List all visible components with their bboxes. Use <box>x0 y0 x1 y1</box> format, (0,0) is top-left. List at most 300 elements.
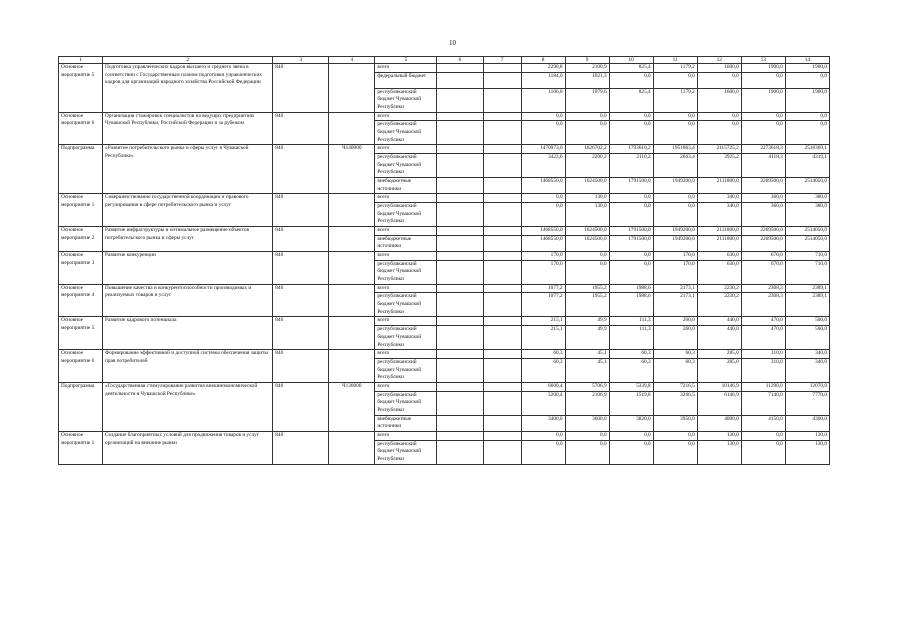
funding-source: внебюджетные источники <box>375 178 437 194</box>
activity-type: Основное мероприятие 1 <box>59 194 103 227</box>
amount-cell: 1021,3 <box>565 72 609 88</box>
amount-cell: 1184,0 <box>521 72 565 88</box>
activity-name: Совершенствование государственной координации и правового регулирования в сфере потребительского рынка и услуг <box>103 194 273 227</box>
amount-cell: 440,0 <box>697 317 741 326</box>
amount-cell: 500,0 <box>785 326 829 350</box>
admin-code: 840 <box>273 284 329 317</box>
amount-cell: 2290,8 <box>521 64 565 73</box>
amount-cell: 2269500,0 <box>741 178 785 194</box>
funding-source: республиканский бюджет Чувашской Республики <box>375 358 437 382</box>
amount-cell: 2518369,1 <box>785 145 829 154</box>
empty-cell <box>437 391 483 415</box>
amount-cell: 710,0 <box>785 260 829 284</box>
empty-cell <box>483 350 521 359</box>
amount-cell: 1468550,0 <box>521 227 565 236</box>
funding-source: всего <box>375 145 437 154</box>
activity-name: Развитие кадрового потенциала <box>103 317 273 350</box>
amount-cell: 1179,2 <box>653 88 697 112</box>
amount-cell: 2110,2 <box>609 154 653 178</box>
amount-cell: 1624500,0 <box>565 178 609 194</box>
empty-cell <box>483 194 521 203</box>
amount-cell: 0,0 <box>609 440 653 464</box>
funding-source: внебюджетные источники <box>375 415 437 431</box>
amount-cell: 670,0 <box>741 252 785 261</box>
amount-cell: 2308,3 <box>741 284 785 293</box>
empty-cell <box>437 203 483 227</box>
target-code <box>329 112 375 145</box>
amount-cell: 0,0 <box>521 112 565 121</box>
column-number: 5 <box>375 57 437 64</box>
column-number: 12 <box>697 57 741 64</box>
amount-cell: 3400,0 <box>521 415 565 431</box>
amount-cell: 0,0 <box>697 72 741 88</box>
target-code <box>329 252 375 285</box>
amount-cell: 0,0 <box>785 72 829 88</box>
amount-cell: 1077,2 <box>521 284 565 293</box>
empty-cell <box>437 178 483 194</box>
amount-cell: 3266,5 <box>653 391 697 415</box>
target-code <box>329 194 375 227</box>
target-code <box>329 431 375 464</box>
amount-cell: 2200,2 <box>565 154 609 178</box>
table-row <box>59 227 830 236</box>
amount-cell: 0,0 <box>697 121 741 145</box>
amount-cell: 470,0 <box>741 317 785 326</box>
amount-cell: 170,0 <box>653 252 697 261</box>
amount-cell: 4300,0 <box>785 415 829 431</box>
amount-cell: 0,0 <box>653 203 697 227</box>
amount-cell: 130,0 <box>785 431 829 440</box>
empty-cell <box>437 431 483 440</box>
column-number: 9 <box>565 57 609 64</box>
amount-cell: 340,0 <box>785 350 829 359</box>
funding-source: внебюджетные источники <box>375 235 437 251</box>
amount-cell: 1077,2 <box>521 293 565 317</box>
amount-cell: 111,3 <box>609 326 653 350</box>
empty-cell <box>483 326 521 350</box>
table-row <box>59 317 830 326</box>
funding-source: всего <box>375 64 437 73</box>
amount-cell: 0,0 <box>565 431 609 440</box>
table-row <box>59 145 830 154</box>
column-number: 6 <box>437 57 483 64</box>
amount-cell: 3820,0 <box>609 415 653 431</box>
empty-cell <box>437 317 483 326</box>
page-number: 10 <box>449 39 456 47</box>
amount-cell: 0,0 <box>565 112 609 121</box>
amount-cell: 12070,0 <box>785 382 829 391</box>
column-number: 10 <box>609 57 653 64</box>
target-code <box>329 227 375 252</box>
amount-cell: 0,0 <box>609 203 653 227</box>
activity-name: Организация стажировок специалистов на ведущих предприятиях Чувашской Республики, Российской Федерации и за рубежом <box>103 112 273 145</box>
activity-type: Основное мероприятие 6 <box>59 112 103 145</box>
amount-cell: 0,0 <box>697 112 741 121</box>
amount-cell: 2100,9 <box>565 64 609 73</box>
empty-cell <box>483 154 521 178</box>
amount-cell: 260,0 <box>653 317 697 326</box>
amount-cell: 1900,0 <box>785 88 829 112</box>
amount-cell: 2514050,0 <box>785 227 829 236</box>
funding-source: всего <box>375 112 437 121</box>
amount-cell: 1791500,0 <box>609 227 653 236</box>
amount-cell: 0,0 <box>565 121 609 145</box>
empty-cell <box>483 112 521 121</box>
table-row <box>59 252 830 261</box>
empty-cell <box>483 227 521 236</box>
activity-type: Основное мероприятие 2 <box>59 227 103 252</box>
activity-name: «Развитие потребительского рынка и сферы услуг в Чувашской Республике» <box>103 145 273 194</box>
amount-cell: 1900,0 <box>741 64 785 73</box>
amount-cell: 2663,4 <box>653 154 697 178</box>
amount-cell: 440,0 <box>697 326 741 350</box>
amount-cell: 340,0 <box>697 194 741 203</box>
column-number: 2 <box>103 57 273 64</box>
amount-cell: 2273618,3 <box>741 145 785 154</box>
table-row <box>59 382 830 391</box>
amount-cell: 49,9 <box>565 326 609 350</box>
amount-cell: 0,0 <box>521 194 565 203</box>
amount-cell: 2230,2 <box>697 284 741 293</box>
amount-cell: 310,0 <box>741 350 785 359</box>
activity-name: Развитие инфраструктуры и оптимальное размещение объектов потребительского рынка и сферы услуг <box>103 227 273 252</box>
funding-source: всего <box>375 382 437 391</box>
amount-cell: 7770,0 <box>785 391 829 415</box>
empty-cell <box>483 260 521 284</box>
activity-name: Создание благоприятных условий для продвижения товаров и услуг организаций на внешние рынки <box>103 431 273 464</box>
amount-cell: 130,0 <box>565 194 609 203</box>
activity-type: Подпрограмма <box>59 382 103 431</box>
table-row <box>59 284 830 293</box>
amount-cell: 0,0 <box>609 252 653 261</box>
amount-cell: 60,3 <box>521 350 565 359</box>
amount-cell: 45,1 <box>565 350 609 359</box>
amount-cell: 500,0 <box>785 317 829 326</box>
amount-cell: 0,0 <box>609 121 653 145</box>
funding-source: федеральный бюджет <box>375 72 437 88</box>
funding-source: республиканский бюджет Чувашской Республики <box>375 391 437 415</box>
amount-cell: 215,1 <box>521 326 565 350</box>
amount-cell: 170,0 <box>521 252 565 261</box>
admin-code: 840 <box>273 112 329 145</box>
empty-cell <box>437 145 483 154</box>
amount-cell: 2111800,0 <box>697 235 741 251</box>
empty-cell <box>437 382 483 391</box>
amount-cell: 2308,3 <box>741 293 785 317</box>
empty-cell <box>483 121 521 145</box>
amount-cell: 6146,9 <box>697 391 741 415</box>
amount-cell: 2269500,0 <box>741 235 785 251</box>
amount-cell: 1626702,2 <box>565 145 609 154</box>
funding-source: республиканский бюджет Чувашской Республики <box>375 121 437 145</box>
funding-source: всего <box>375 284 437 293</box>
empty-cell <box>483 358 521 382</box>
amount-cell: 2111800,0 <box>697 178 741 194</box>
amount-cell: 60,3 <box>609 350 653 359</box>
admin-code: 840 <box>273 350 329 383</box>
amount-cell: 0,0 <box>653 112 697 121</box>
amount-cell: 2514050,0 <box>785 178 829 194</box>
amount-cell: 0,0 <box>653 121 697 145</box>
target-code: Ч130000 <box>329 382 375 431</box>
activity-name: Подготовка управленческих кадров высшего и среднего звена в соответствии с Государственным планом подготовки управленческих кадров для организаций народного хозяйства Российской Федерации <box>103 64 273 113</box>
empty-cell <box>483 284 521 293</box>
amount-cell: 0,0 <box>653 440 697 464</box>
amount-cell: 130,0 <box>697 431 741 440</box>
empty-cell <box>437 121 483 145</box>
activity-type: Основное мероприятие 5 <box>59 64 103 113</box>
amount-cell: 7216,5 <box>653 382 697 391</box>
amount-cell: 825,4 <box>609 64 653 73</box>
activity-name: Развитие конкуренции <box>103 252 273 285</box>
amount-cell: 0,0 <box>653 194 697 203</box>
amount-cell: 2173,1 <box>653 293 697 317</box>
empty-cell <box>437 293 483 317</box>
empty-cell <box>437 252 483 261</box>
empty-cell <box>483 382 521 391</box>
table-row <box>59 112 830 121</box>
budget-table <box>58 56 830 465</box>
amount-cell: 360,0 <box>741 203 785 227</box>
amount-cell: 825,4 <box>609 88 653 112</box>
amount-cell: 1600,0 <box>697 88 741 112</box>
amount-cell: 0,0 <box>521 203 565 227</box>
amount-cell: 0,0 <box>653 72 697 88</box>
amount-cell: 630,0 <box>697 260 741 284</box>
empty-cell <box>437 227 483 236</box>
amount-cell: 60,3 <box>653 350 697 359</box>
funding-source: всего <box>375 227 437 236</box>
amount-cell: 3423,6 <box>521 154 565 178</box>
empty-cell <box>437 415 483 431</box>
admin-code: 840 <box>273 317 329 350</box>
empty-cell <box>483 317 521 326</box>
amount-cell: 2269500,0 <box>741 227 785 236</box>
funding-source: республиканский бюджет Чувашской Республики <box>375 293 437 317</box>
empty-cell <box>437 326 483 350</box>
amount-cell: 1468550,0 <box>521 235 565 251</box>
amount-cell: 1468550,0 <box>521 178 565 194</box>
empty-cell <box>437 72 483 88</box>
amount-cell: 2115725,2 <box>697 145 741 154</box>
target-code <box>329 284 375 317</box>
amount-cell: 4150,0 <box>741 415 785 431</box>
activity-type: Основное мероприятие 6 <box>59 350 103 383</box>
funding-source: всего <box>375 252 437 261</box>
amount-cell: 670,0 <box>741 260 785 284</box>
empty-cell <box>483 440 521 464</box>
amount-cell: 60,3 <box>521 358 565 382</box>
empty-cell <box>437 350 483 359</box>
amount-cell: 470,0 <box>741 326 785 350</box>
column-number: 14 <box>785 57 829 64</box>
amount-cell: 1793610,2 <box>609 145 653 154</box>
funding-source: республиканский бюджет Чувашской Республики <box>375 260 437 284</box>
empty-cell <box>483 252 521 261</box>
admin-code: 840 <box>273 431 329 464</box>
amount-cell: 49,9 <box>565 317 609 326</box>
admin-code: 840 <box>273 64 329 113</box>
empty-cell <box>437 358 483 382</box>
empty-cell <box>437 260 483 284</box>
amount-cell: 3925,2 <box>697 154 741 178</box>
amount-cell: 2514050,0 <box>785 235 829 251</box>
amount-cell: 0,0 <box>741 431 785 440</box>
funding-source: республиканский бюджет Чувашской Республики <box>375 154 437 178</box>
amount-cell: 0,0 <box>521 431 565 440</box>
amount-cell: 1179,2 <box>653 64 697 73</box>
amount-cell: 0,0 <box>521 440 565 464</box>
activity-type: Основное мероприятие 5 <box>59 317 103 350</box>
amount-cell: 0,0 <box>609 194 653 203</box>
empty-cell <box>483 64 521 73</box>
funding-source: всего <box>375 317 437 326</box>
amount-cell: 0,0 <box>741 121 785 145</box>
table-row <box>59 64 830 73</box>
amount-cell: 0,0 <box>653 431 697 440</box>
empty-cell <box>483 145 521 154</box>
target-code <box>329 317 375 350</box>
empty-cell <box>483 178 521 194</box>
column-number: 7 <box>483 57 521 64</box>
empty-cell <box>483 88 521 112</box>
admin-code: 840 <box>273 227 329 252</box>
amount-cell: 4118,3 <box>741 154 785 178</box>
admin-code: 840 <box>273 252 329 285</box>
amount-cell: 0,0 <box>741 440 785 464</box>
activity-name: Повышение качества и конкурентоспособности производимых и реализуемых товаров и услуг <box>103 284 273 317</box>
target-code: Ч140000 <box>329 145 375 194</box>
admin-code: 840 <box>273 145 329 194</box>
table-row <box>59 194 830 203</box>
amount-cell: 2173,1 <box>653 284 697 293</box>
amount-cell: 1079,6 <box>565 88 609 112</box>
empty-cell <box>483 72 521 88</box>
amount-cell: 0,0 <box>785 112 829 121</box>
empty-cell <box>437 154 483 178</box>
amount-cell: 0,0 <box>785 121 829 145</box>
amount-cell: 1955,2 <box>565 284 609 293</box>
amount-cell: 285,0 <box>697 350 741 359</box>
table-row <box>59 431 830 440</box>
amount-cell: 0,0 <box>741 72 785 88</box>
column-number: 11 <box>653 57 697 64</box>
amount-cell: 130,0 <box>785 440 829 464</box>
table-row <box>59 350 830 359</box>
amount-cell: 2389,1 <box>785 284 829 293</box>
activity-name: «Государственная стимулирование развития внешнеэкономической деятельности в Чувашской Республике» <box>103 382 273 431</box>
amount-cell: 630,0 <box>697 252 741 261</box>
amount-cell: 0,0 <box>609 72 653 88</box>
target-code <box>329 64 375 113</box>
amount-cell: 1470973,6 <box>521 145 565 154</box>
amount-cell: 1106,8 <box>521 88 565 112</box>
amount-cell: 380,0 <box>785 203 829 227</box>
activity-type: Основное мероприятие 3 <box>59 252 103 285</box>
amount-cell: 0,0 <box>521 121 565 145</box>
amount-cell: 170,0 <box>653 260 697 284</box>
amount-cell: 285,0 <box>697 358 741 382</box>
amount-cell: 0,0 <box>609 431 653 440</box>
admin-code: 840 <box>273 382 329 431</box>
amount-cell: 1791500,0 <box>609 235 653 251</box>
amount-cell: 111,3 <box>609 317 653 326</box>
amount-cell: 1988,6 <box>609 293 653 317</box>
empty-cell <box>437 64 483 73</box>
amount-cell: 380,0 <box>785 194 829 203</box>
amount-cell: 11290,0 <box>741 382 785 391</box>
amount-cell: 1624500,0 <box>565 227 609 236</box>
amount-cell: 5339,8 <box>609 382 653 391</box>
amount-cell: 1988,6 <box>609 284 653 293</box>
amount-cell: 3950,0 <box>653 415 697 431</box>
target-code <box>329 350 375 383</box>
funding-source: республиканский бюджет Чувашской Республики <box>375 440 437 464</box>
empty-cell <box>483 431 521 440</box>
funding-source: всего <box>375 431 437 440</box>
amount-cell: 7140,0 <box>741 391 785 415</box>
funding-source: всего <box>375 194 437 203</box>
amount-cell: 1791500,0 <box>609 178 653 194</box>
empty-cell <box>437 112 483 121</box>
column-number: 8 <box>521 57 565 64</box>
amount-cell: 170,0 <box>521 260 565 284</box>
amount-cell: 1949200,0 <box>653 178 697 194</box>
column-number: 13 <box>741 57 785 64</box>
amount-cell: 130,0 <box>565 203 609 227</box>
amount-cell: 2111800,0 <box>697 227 741 236</box>
amount-cell: 4000,0 <box>697 415 741 431</box>
amount-cell: 360,0 <box>741 194 785 203</box>
amount-cell: 0,0 <box>609 112 653 121</box>
amount-cell: 215,1 <box>521 317 565 326</box>
empty-cell <box>483 415 521 431</box>
empty-cell <box>483 293 521 317</box>
amount-cell: 6600,4 <box>521 382 565 391</box>
activity-type: Подпрограмма <box>59 145 103 194</box>
amount-cell: 1900,0 <box>785 64 829 73</box>
empty-cell <box>483 391 521 415</box>
amount-cell: 1955,2 <box>565 293 609 317</box>
amount-cell: 0,0 <box>741 112 785 121</box>
funding-source: республиканский бюджет Чувашской Республики <box>375 326 437 350</box>
admin-code: 840 <box>273 194 329 227</box>
amount-cell: 130,0 <box>697 440 741 464</box>
empty-cell <box>437 284 483 293</box>
funding-source: всего <box>375 350 437 359</box>
activity-type: Основное мероприятие 1 <box>59 431 103 464</box>
amount-cell: 2230,2 <box>697 293 741 317</box>
amount-cell: 1624500,0 <box>565 235 609 251</box>
column-number-row <box>59 57 830 64</box>
amount-cell: 340,0 <box>697 203 741 227</box>
amount-cell: 60,3 <box>609 358 653 382</box>
column-number: 3 <box>273 57 329 64</box>
column-number: 4 <box>329 57 375 64</box>
activity-type: Основное мероприятие 4 <box>59 284 103 317</box>
amount-cell: 1949200,0 <box>653 235 697 251</box>
empty-cell <box>437 235 483 251</box>
amount-cell: 710,0 <box>785 252 829 261</box>
amount-cell: 260,0 <box>653 326 697 350</box>
amount-cell: 1900,0 <box>741 88 785 112</box>
empty-cell <box>483 235 521 251</box>
amount-cell: 0,0 <box>609 260 653 284</box>
amount-cell: 0,0 <box>565 260 609 284</box>
amount-cell: 4319,1 <box>785 154 829 178</box>
amount-cell: 3600,0 <box>565 415 609 431</box>
empty-cell <box>437 440 483 464</box>
